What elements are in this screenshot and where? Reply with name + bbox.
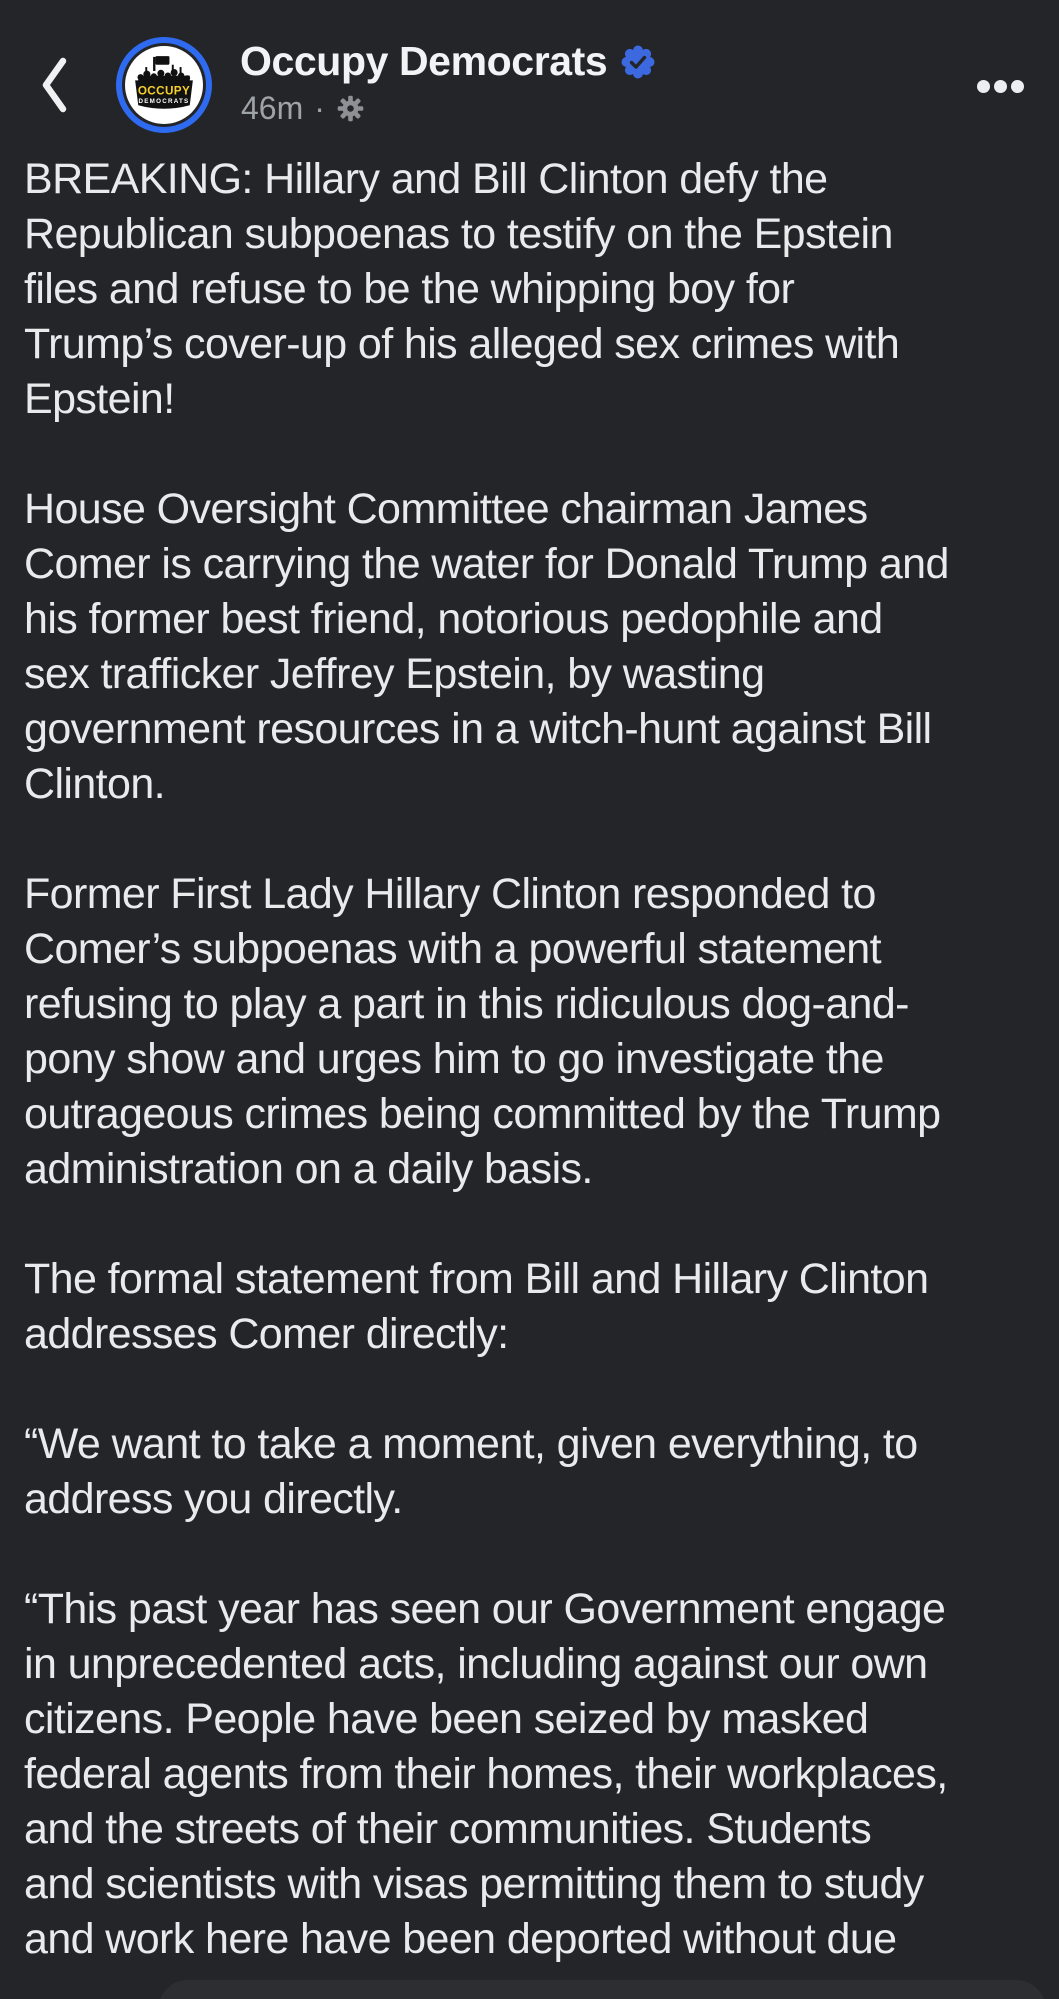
meta-separator: ·	[314, 90, 325, 126]
post-line: sex trafficker Jeffrey Epstein, by wasting	[24, 650, 765, 698]
post-line: Clinton.	[24, 760, 165, 808]
verified-badge-icon	[621, 45, 655, 79]
post-line: outrageous crimes being committed by the Trump	[24, 1090, 941, 1138]
post-header	[0, 0, 1059, 140]
post-line: Comer’s subpoenas with a powerful statement	[24, 925, 881, 973]
post-line: addresses Comer directly:	[24, 1310, 509, 1358]
gear-icon	[336, 94, 365, 123]
bottom-sheet-handle[interactable]	[158, 1980, 1046, 1999]
post-line: his former best friend, notorious pedophile and	[24, 595, 883, 643]
post-paragraph	[24, 482, 1041, 812]
post-line: in unprecedented acts, including against our own	[24, 1640, 928, 1688]
post-line: citizens. People have been seized by masked	[24, 1695, 869, 1743]
post-line: House Oversight Committee chairman James	[24, 485, 868, 533]
post-line: The formal statement from Bill and Hillary Clinton	[24, 1255, 929, 1303]
post-line: address you directly.	[24, 1475, 403, 1523]
post-paragraph	[24, 867, 1041, 1197]
post-paragraph	[24, 1252, 1041, 1362]
post-line: and scientists with visas permitting them to study	[24, 1860, 924, 1908]
back-icon[interactable]	[40, 55, 70, 115]
avatar-logo	[125, 46, 203, 124]
post-line: Republican subpoenas to testify on the Epstein	[24, 210, 893, 258]
post-line: and work here have been deported without due	[24, 1915, 897, 1963]
post-timestamp: 46m	[241, 90, 304, 126]
avatar[interactable]	[116, 37, 212, 133]
post-line: “We want to take a moment, given everything, to	[24, 1420, 918, 1468]
page-title[interactable]: Occupy Democrats	[240, 38, 608, 84]
post-paragraph	[24, 1582, 1041, 1967]
post-text	[24, 152, 1041, 1967]
svg-text:OCCUPY: OCCUPY	[137, 84, 191, 98]
svg-text:DEMOCRATS: DEMOCRATS	[138, 97, 190, 105]
post-line: Epstein!	[24, 375, 175, 423]
post-line: pony show and urges him to go investigate the	[24, 1035, 884, 1083]
post-line: and the streets of their communities. Students	[24, 1805, 872, 1853]
post-line: refusing to play a part in this ridiculous dog-and-	[24, 980, 909, 1028]
post-line: Former First Lady Hillary Clinton responded to	[24, 870, 876, 918]
post-line: government resources in a witch-hunt against Bill	[24, 705, 932, 753]
post-paragraph	[24, 152, 1041, 427]
post-paragraph	[24, 1417, 1041, 1527]
post-line: Trump’s cover-up of his alleged sex crimes with	[24, 320, 900, 368]
post-line: BREAKING: Hillary and Bill Clinton defy the	[24, 155, 828, 203]
post-line: Comer is carrying the water for Donald Trump and	[24, 540, 949, 588]
post-line: “This past year has seen our Government engage	[24, 1585, 946, 1633]
post-line: federal agents from their homes, their workplaces,	[24, 1750, 948, 1798]
more-options-icon[interactable]	[977, 74, 1024, 99]
post-line: files and refuse to be the whipping boy for	[24, 265, 795, 313]
post-line: administration on a daily basis.	[24, 1145, 593, 1193]
